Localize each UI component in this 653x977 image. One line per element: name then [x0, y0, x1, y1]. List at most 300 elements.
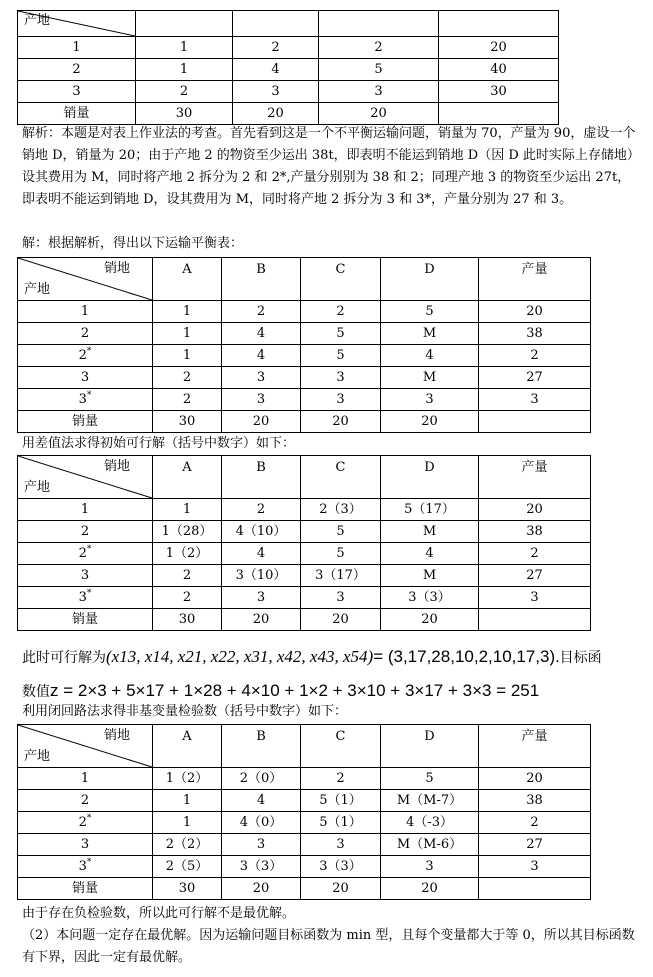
cell-value: 3 — [336, 370, 345, 385]
cell-value: 3 — [530, 392, 539, 407]
cell-value: 20 — [252, 612, 270, 627]
allocated-value: 3（3） — [319, 859, 362, 874]
row-label — [18, 411, 153, 433]
table-cell — [222, 768, 301, 790]
cell-value: 38 — [526, 524, 543, 539]
cell-value: 3 — [256, 392, 266, 407]
table-cell — [301, 856, 381, 878]
allocated-value: 5（1） — [319, 793, 362, 808]
feasible-values: = (3,17,28,10,2,10,17,3) — [373, 647, 556, 666]
table-cell — [381, 367, 479, 389]
table-row — [18, 389, 591, 411]
table-cell — [479, 768, 591, 790]
column-header: B — [222, 258, 301, 301]
cell-value: 1 — [80, 304, 90, 319]
table-cell — [136, 59, 233, 81]
cell-value: 3 — [336, 590, 345, 605]
column-header — [136, 11, 233, 37]
cell-value: 20 — [370, 106, 387, 121]
table-row — [18, 543, 591, 565]
table-cell — [222, 543, 301, 565]
cell-value: 3 — [256, 590, 266, 605]
table-row — [18, 411, 591, 433]
cell-value: 3 — [374, 84, 383, 99]
feasible-suffix: .目标函 — [555, 650, 602, 666]
cell-value: 2 — [530, 348, 539, 363]
cell-value: 5 — [336, 524, 345, 539]
table-cell — [479, 565, 591, 587]
cell-value: 40 — [490, 62, 507, 77]
row-label: 3* — [18, 389, 153, 411]
cell-value: 2 — [80, 524, 90, 539]
table-cell — [381, 499, 479, 521]
allocated-value: 2（3） — [319, 502, 362, 517]
cell-value: 20 — [490, 40, 507, 55]
table-cell — [153, 565, 222, 587]
table-cell — [479, 389, 591, 411]
column-header: B — [222, 725, 301, 768]
row-label — [18, 834, 153, 856]
table-row — [18, 609, 591, 631]
cell-value: 2 — [80, 793, 90, 808]
table-row — [18, 345, 591, 367]
table-cell — [381, 812, 479, 834]
initial-solution-table — [17, 455, 591, 631]
table-cell — [136, 81, 233, 103]
table-cell — [301, 565, 381, 587]
cell-value: 5 — [336, 326, 345, 341]
table-cell — [153, 389, 222, 411]
cell-value: 3 — [80, 837, 90, 852]
row-label: 2* — [18, 543, 153, 565]
dest-label: 销地 — [103, 459, 130, 474]
cell-value: 3 — [256, 370, 266, 385]
table-cell — [222, 790, 301, 812]
cell-value: 1 — [72, 40, 81, 55]
table-cell — [479, 367, 591, 389]
table-cell — [439, 103, 559, 125]
balanced-transport-table — [17, 257, 591, 433]
table-cell — [136, 103, 233, 125]
cell-value: 4 — [425, 348, 434, 363]
column-header: C — [301, 258, 381, 301]
loop-intro: 利用闭回路法求得非基变量检验数（括号中数字）如下： — [22, 704, 348, 719]
cell-value: M — [422, 568, 437, 583]
table-cell — [381, 768, 479, 790]
cell-value: 3 — [256, 837, 266, 852]
column-header — [439, 11, 559, 37]
row-label — [18, 878, 153, 900]
feasible-solution-line — [22, 647, 602, 667]
cell-value: 2 — [256, 304, 266, 319]
table-row — [18, 565, 591, 587]
table-cell — [301, 411, 381, 433]
cell-value: 3 — [80, 370, 90, 385]
table-cell — [479, 609, 591, 631]
cell-value: M — [422, 370, 437, 385]
header-row — [18, 11, 559, 37]
cell-value: 20 — [421, 612, 438, 627]
cell-value: 5 — [336, 348, 345, 363]
allocated-value: 4（10） — [235, 524, 287, 539]
allocated-value: M（M-6） — [396, 837, 463, 852]
cell-value: 20 — [421, 881, 438, 896]
table-cell — [439, 59, 559, 81]
cell-value: 3 — [425, 392, 434, 407]
cell-value: 2 — [256, 502, 266, 517]
table-row — [18, 81, 559, 103]
cell-value: 2 — [182, 590, 192, 605]
conclusion-2: （2）本问题一定存在最优解。因为运输问题目标函数为 min 型，且每个变量都大于等 0，所以其目标函数有下界，因此一定有最优解。 — [22, 928, 635, 965]
table-cell — [153, 856, 222, 878]
allocated-value: 4（-3） — [406, 815, 453, 830]
table-cell — [222, 323, 301, 345]
cell-value: 1 — [182, 348, 192, 363]
cell-value: 3 — [72, 84, 81, 99]
table-row — [18, 59, 559, 81]
allocated-value: 1（2） — [165, 546, 209, 561]
cell-value: 30 — [178, 612, 196, 627]
table-row — [18, 878, 591, 900]
cell-value: 2 — [336, 771, 345, 786]
table-cell — [153, 790, 222, 812]
column-header: D — [381, 258, 479, 301]
cell-value: 销量 — [71, 414, 98, 429]
table-cell — [222, 301, 301, 323]
table-row — [18, 521, 591, 543]
table-cell — [381, 565, 479, 587]
table-cell — [479, 812, 591, 834]
table-row — [18, 301, 591, 323]
table-cell — [153, 587, 222, 609]
table-cell — [479, 878, 591, 900]
row-label: 3* — [18, 587, 153, 609]
cell-value: 2 — [179, 84, 189, 99]
feasible-vars: (x13, x14, x21, x22, x31, x42, x43, x54) — [106, 647, 374, 666]
row-label — [18, 790, 153, 812]
allocated-value: 2（0） — [239, 771, 283, 786]
table-cell — [301, 790, 381, 812]
cell-value: 4 — [256, 348, 266, 363]
table-cell — [301, 768, 381, 790]
origin-label: 产地 — [24, 749, 51, 764]
cell-value: 1 — [182, 793, 192, 808]
row-label — [18, 521, 153, 543]
cell-value: 1 — [80, 771, 90, 786]
cell-value: 3 — [336, 392, 345, 407]
column-header: C — [301, 725, 381, 768]
cell-value: 20 — [526, 502, 543, 517]
table-cell — [381, 543, 479, 565]
column-header: A — [153, 725, 222, 768]
diagonal-header — [18, 456, 153, 499]
cell-value: 5 — [336, 546, 345, 561]
allocated-value: 3（10） — [235, 568, 287, 583]
allocated-value: 5（1） — [319, 815, 362, 830]
cell-value: 4 — [271, 62, 280, 77]
table-cell — [153, 323, 222, 345]
table-cell — [381, 609, 479, 631]
table-cell — [301, 499, 381, 521]
table-cell — [222, 834, 301, 856]
column-header: C — [301, 456, 381, 499]
dest-label: 销地 — [103, 728, 130, 743]
table-cell — [301, 521, 381, 543]
table-cell — [222, 609, 301, 631]
table-cell — [479, 543, 591, 565]
table-cell — [439, 37, 559, 59]
solution-intro: 解：根据解析，得出以下运输平衡表： — [22, 236, 244, 251]
cell-value: 20 — [526, 771, 543, 786]
table-cell — [319, 81, 439, 103]
table-cell — [381, 856, 479, 878]
table-row — [18, 499, 591, 521]
table-cell — [222, 521, 301, 543]
table-cell — [301, 834, 381, 856]
cell-value: 3 — [530, 590, 539, 605]
table-cell — [301, 812, 381, 834]
table-cell — [153, 768, 222, 790]
table-cell — [381, 834, 479, 856]
row-label: 3* — [18, 856, 153, 878]
cell-value: 3 — [271, 84, 280, 99]
cell-value: 20 — [332, 612, 349, 627]
table-cell — [153, 345, 222, 367]
table-cell — [479, 587, 591, 609]
table-cell — [153, 499, 222, 521]
table-cell — [153, 301, 222, 323]
cell-value: 27 — [526, 370, 543, 385]
analysis-text: 解析：本题是对表上作业法的考查。首先看到这是一个不平衡运输问题，销量为 70，产量为 90，虚设一个销地 D，销量为 20；由于产地 2 的物资至少运出 38t，即表明不能运到销地 D（因 D 此时实际上存储地）设其费用为 M，同时将产地 2 拆分为 2 和 2*,产量分别别为 38 和 2；同理产地 3 的物资至少运出 27t，即表明不能运到销地 D，设其费用为 M，同时将产地 2 拆分为 3 和 3*，产量分别为 27 和 3。 — [22, 126, 640, 207]
cell-value: 3 — [80, 568, 90, 583]
row-label — [18, 499, 153, 521]
row-label — [18, 367, 153, 389]
table-cell — [153, 609, 222, 631]
objective-expr: z = 2×3 + 5×17 + 1×28 + 4×10 + 1×2 + 3×10 + 3×17 + 3×3 = 251 — [50, 681, 540, 700]
header-row — [18, 258, 591, 301]
cell-value: 20 — [332, 881, 349, 896]
diagonal-header — [18, 725, 153, 768]
cell-value: 20 — [526, 304, 543, 319]
table-cell — [381, 345, 479, 367]
cell-value: 1 — [182, 304, 192, 319]
feasible-prefix: 此时可行解为 — [22, 650, 106, 666]
cell-value: 销量 — [71, 881, 98, 896]
cell-value: 20 — [421, 414, 438, 429]
table-cell — [479, 499, 591, 521]
table-row — [18, 37, 559, 59]
column-header: D — [381, 725, 479, 768]
table-cell — [381, 323, 479, 345]
cell-value: 销量 — [63, 106, 90, 121]
row-label — [18, 81, 136, 103]
table-cell — [479, 323, 591, 345]
table-cell — [381, 301, 479, 323]
diagonal-header — [18, 258, 153, 301]
allocated-value: 3（3） — [408, 590, 451, 605]
cell-value: 2 — [182, 568, 192, 583]
origin-label: 产地 — [24, 480, 51, 495]
table-cell — [301, 587, 381, 609]
cell-value: 2 — [182, 392, 192, 407]
table-cell — [479, 790, 591, 812]
table-cell — [301, 609, 381, 631]
table-cell — [381, 411, 479, 433]
table-cell — [381, 389, 479, 411]
table-cell — [222, 345, 301, 367]
cell-value: 20 — [267, 106, 284, 121]
header-row — [18, 725, 591, 768]
cell-value: 5 — [425, 304, 434, 319]
cell-value: 1 — [179, 40, 189, 55]
cell-value: 2 — [182, 370, 192, 385]
allocated-value: 1（28） — [161, 524, 213, 539]
cell-value: 1 — [182, 326, 192, 341]
table-cell — [479, 345, 591, 367]
cell-value: 27 — [526, 837, 543, 852]
cell-value: 3 — [336, 837, 345, 852]
table-row — [18, 367, 591, 389]
cell-value: 30 — [175, 106, 193, 121]
table-cell — [439, 81, 559, 103]
cell-value: 4 — [425, 546, 434, 561]
table-cell — [301, 345, 381, 367]
objective-prefix: 数值 — [22, 684, 50, 700]
table-cell — [301, 323, 381, 345]
table-cell — [233, 59, 319, 81]
table-cell — [319, 59, 439, 81]
row-label: 2* — [18, 345, 153, 367]
column-header: 产量 — [479, 725, 591, 768]
table-cell — [222, 587, 301, 609]
row-label — [18, 103, 136, 125]
table-cell — [233, 81, 319, 103]
column-header — [319, 11, 439, 37]
row-label — [18, 768, 153, 790]
column-header: 产量 — [479, 258, 591, 301]
cell-value: 2 — [530, 815, 539, 830]
row-label — [18, 323, 153, 345]
cell-value: 1 — [80, 502, 90, 517]
cell-value: 1 — [179, 62, 189, 77]
cell-value: 3 — [530, 859, 539, 874]
table-cell — [136, 37, 233, 59]
cell-value: 5 — [374, 62, 383, 77]
row-label: 2* — [18, 812, 153, 834]
table-cell — [153, 367, 222, 389]
conclusion-1: 由于存在负检验数，所以此可行解不是最优解。 — [22, 906, 296, 921]
table-cell — [222, 499, 301, 521]
table-cell — [381, 587, 479, 609]
table-row — [18, 790, 591, 812]
row-label — [18, 609, 153, 631]
cell-value: 27 — [526, 568, 543, 583]
table-cell — [153, 878, 222, 900]
cell-value: 2 — [72, 62, 81, 77]
table-row — [18, 768, 591, 790]
table-cell — [301, 301, 381, 323]
dest-label: 销地 — [103, 261, 130, 276]
cell-value: 销量 — [71, 612, 98, 627]
table-cell — [233, 103, 319, 125]
allocated-value: 2（5） — [165, 859, 209, 874]
cell-value: 20 — [252, 881, 270, 896]
table-cell — [222, 367, 301, 389]
check-number-table — [17, 724, 591, 900]
table-cell — [301, 543, 381, 565]
table-cell — [222, 411, 301, 433]
allocated-value: 3（17） — [315, 568, 366, 583]
cell-value: 2 — [80, 326, 90, 341]
cell-value: 30 — [490, 84, 507, 99]
column-header: B — [222, 456, 301, 499]
table-row — [18, 323, 591, 345]
table-cell — [319, 37, 439, 59]
cell-value: 2 — [336, 304, 345, 319]
table-cell — [153, 521, 222, 543]
column-header: D — [381, 456, 479, 499]
table-row — [18, 834, 591, 856]
table-cell — [222, 389, 301, 411]
column-header: A — [153, 456, 222, 499]
allocated-value: 4（0） — [239, 815, 283, 830]
table-cell — [153, 543, 222, 565]
table-cell — [222, 878, 301, 900]
table-cell — [479, 411, 591, 433]
table-cell — [381, 878, 479, 900]
table-cell — [222, 565, 301, 587]
cell-value: 2 — [271, 40, 280, 55]
table-cell — [233, 37, 319, 59]
table-cell — [381, 521, 479, 543]
cell-value: 2 — [530, 546, 539, 561]
cell-value: 4 — [256, 326, 266, 341]
cell-value: 38 — [526, 326, 543, 341]
cell-value: 20 — [332, 414, 349, 429]
row-label — [18, 565, 153, 587]
diagonal-header — [18, 11, 136, 37]
table-cell — [479, 521, 591, 543]
cell-value: 1 — [182, 502, 192, 517]
table-cell — [301, 389, 381, 411]
table-cell — [479, 856, 591, 878]
cell-value: M — [422, 524, 437, 539]
row-label — [18, 59, 136, 81]
cell-value: 38 — [526, 793, 543, 808]
table-cell — [319, 103, 439, 125]
cell-value: 20 — [252, 414, 270, 429]
table-cell — [479, 834, 591, 856]
origin-cost-table — [17, 10, 559, 125]
objective-line — [22, 681, 539, 701]
allocated-value: 2（2） — [165, 837, 209, 852]
allocated-value: M（M-7） — [396, 793, 463, 808]
cell-value: 2 — [374, 40, 383, 55]
allocated-value: 1（2） — [165, 771, 209, 786]
origin-label: 产地 — [24, 13, 51, 28]
allocated-value: 5（17） — [404, 502, 455, 517]
cell-value: 30 — [178, 881, 196, 896]
cell-value: 30 — [178, 414, 196, 429]
cell-value: 4 — [256, 793, 266, 808]
table-cell — [381, 790, 479, 812]
table-cell — [222, 856, 301, 878]
header-row — [18, 456, 591, 499]
row-label — [18, 37, 136, 59]
cell-value: 5 — [425, 771, 434, 786]
table-cell — [301, 878, 381, 900]
column-header: 产量 — [479, 456, 591, 499]
